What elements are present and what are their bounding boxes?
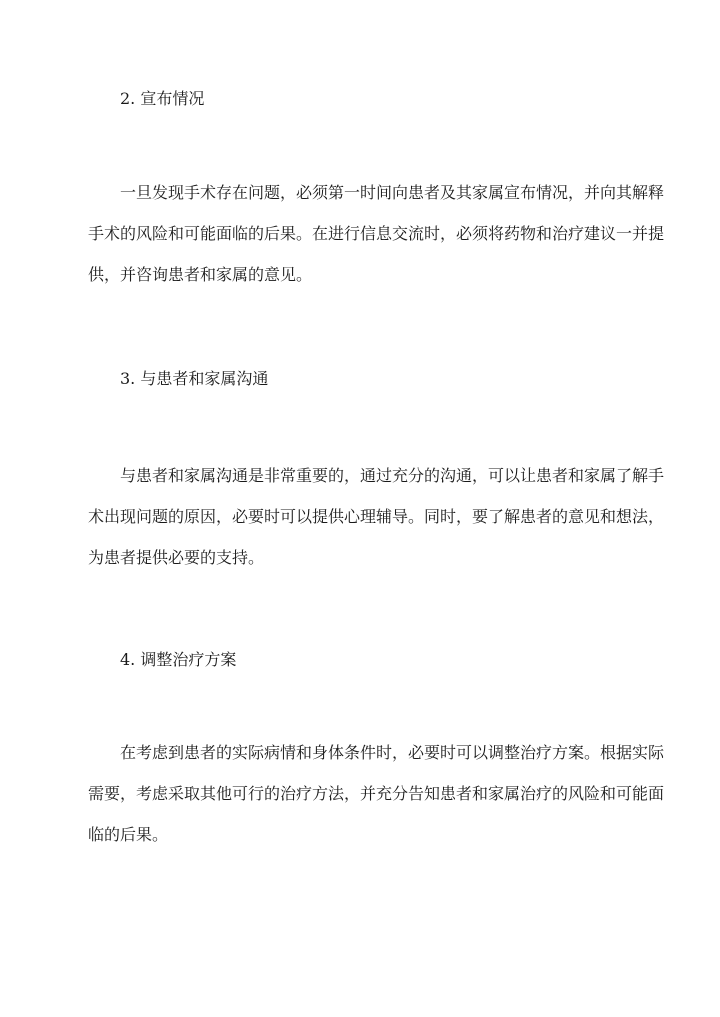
section-heading-adjust-treatment: 4. 调整治疗方案 <box>120 650 237 669</box>
section-body-adjust-treatment: 在考虑到患者的实际病情和身体条件时，必要时可以调整治疗方案。根据实际需要，考虑采取其他可行的治疗方法，并充分告知患者和家属治疗的风险和可能面临的后果。 <box>88 743 665 844</box>
section-body-announce: 一旦发现手术存在问题，必须第一时间向患者及其家属宣布情况，并向其解释手术的风险和可能面临的后果。在进行信息交流时，必须将药物和治疗建议一并提供，并咨询患者和家属的意见。 <box>88 183 665 284</box>
section-heading-announce: 2. 宣布情况 <box>120 89 205 108</box>
section-body-communicate: 与患者和家属沟通是非常重要的，通过充分的沟通，可以让患者和家属了解手术出现问题的原因，必要时可以提供心理辅导。同时，要了解患者的意见和想法，为患者提供必要的支持。 <box>88 466 665 567</box>
section-heading-communicate: 3. 与患者和家属沟通 <box>120 369 269 388</box>
